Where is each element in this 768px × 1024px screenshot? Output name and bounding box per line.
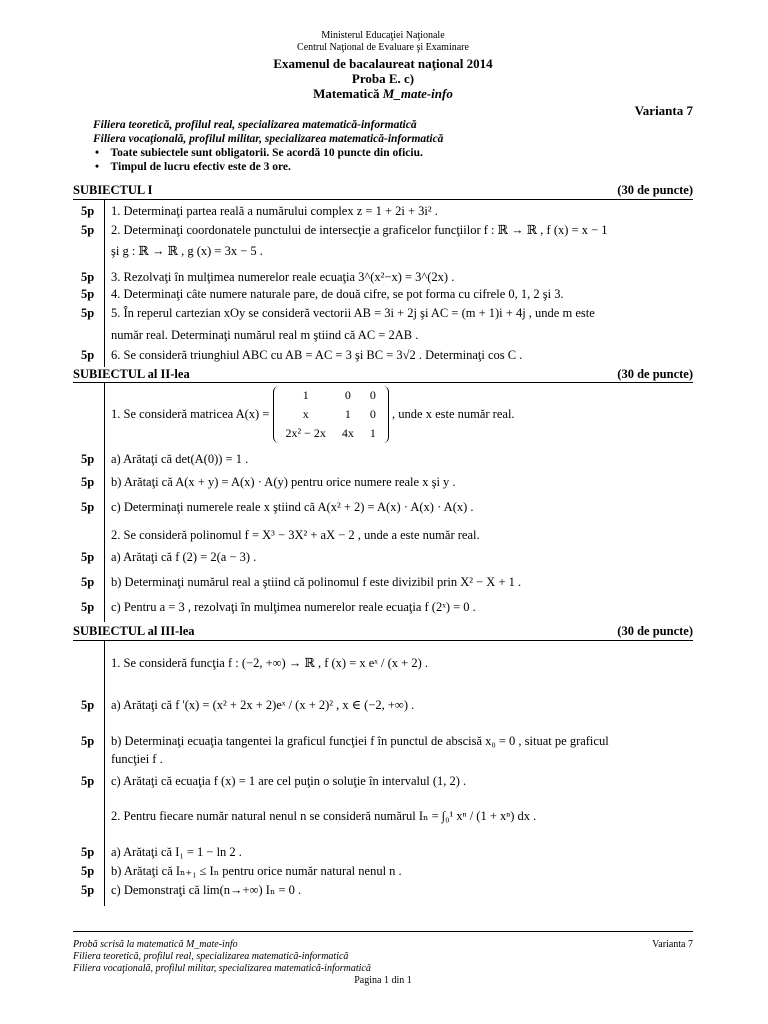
footer-divider <box>73 931 693 932</box>
s2-intro-1: 1. Se consideră matricea A(x) = 1 0 0 x 1 0 2x² − 2x 4x 1 , unde x este număr real. <box>73 386 693 444</box>
section-1-points: (30 de puncte) <box>617 183 693 197</box>
section-2-points: (30 de puncte) <box>617 367 693 381</box>
header <box>73 30 693 174</box>
points-column-line <box>104 199 105 367</box>
page-number: Pagina 1 din 1 <box>354 975 412 986</box>
footer-line-1: Probă scrisă la matematică M_mate-info <box>73 939 238 950</box>
footer-line-3: Filiera vocaţională, profilul militar, specializarea matematică-informatică <box>73 963 371 974</box>
section-1-header <box>73 183 693 197</box>
footer-variant: Varianta 7 <box>652 939 693 950</box>
ministry-name: Ministerul Educaţiei Naţionale <box>321 30 445 41</box>
section-1-title: SUBIECTUL I <box>73 183 153 197</box>
section-2-header <box>73 367 693 381</box>
divider <box>73 199 693 200</box>
instruction-1: • Toate subiectele sunt obligatorii. Se acordă 10 puncte din oficiu. <box>95 147 423 159</box>
proba-title: Proba E. c) <box>351 71 415 86</box>
variant-label: Varianta 7 <box>634 103 693 118</box>
filiera-line-2: Filiera vocaţională, profilul militar, specializarea matematică-informatică <box>93 133 444 145</box>
section-3-header <box>73 624 693 638</box>
section-3-title: SUBIECTUL al III-lea <box>73 624 195 638</box>
subject-title: Matematică M_mate-info <box>313 86 453 101</box>
filiera-line-1: Filiera teoretică, profilul real, specializarea matematică-informatică <box>93 119 417 131</box>
points-column-line <box>104 640 105 906</box>
divider <box>73 640 693 641</box>
exam-title: Examenul de bacalaureat naţional 2014 <box>273 56 493 71</box>
section-3-points: (30 de puncte) <box>617 624 693 638</box>
divider <box>73 382 693 383</box>
instruction-2: • Timpul de lucru efectiv este de 3 ore. <box>95 161 291 173</box>
footer-line-2: Filiera teoretică, profilul real, specializarea matematică-informatică <box>73 951 349 962</box>
section-2-title: SUBIECTUL al II-lea <box>73 367 190 381</box>
center-name: Centrul Naţional de Evaluare şi Examinare <box>297 42 469 53</box>
matrix-A: 1 0 0 x 1 0 2x² − 2x 4x 1 <box>273 386 389 443</box>
footer <box>73 939 693 987</box>
